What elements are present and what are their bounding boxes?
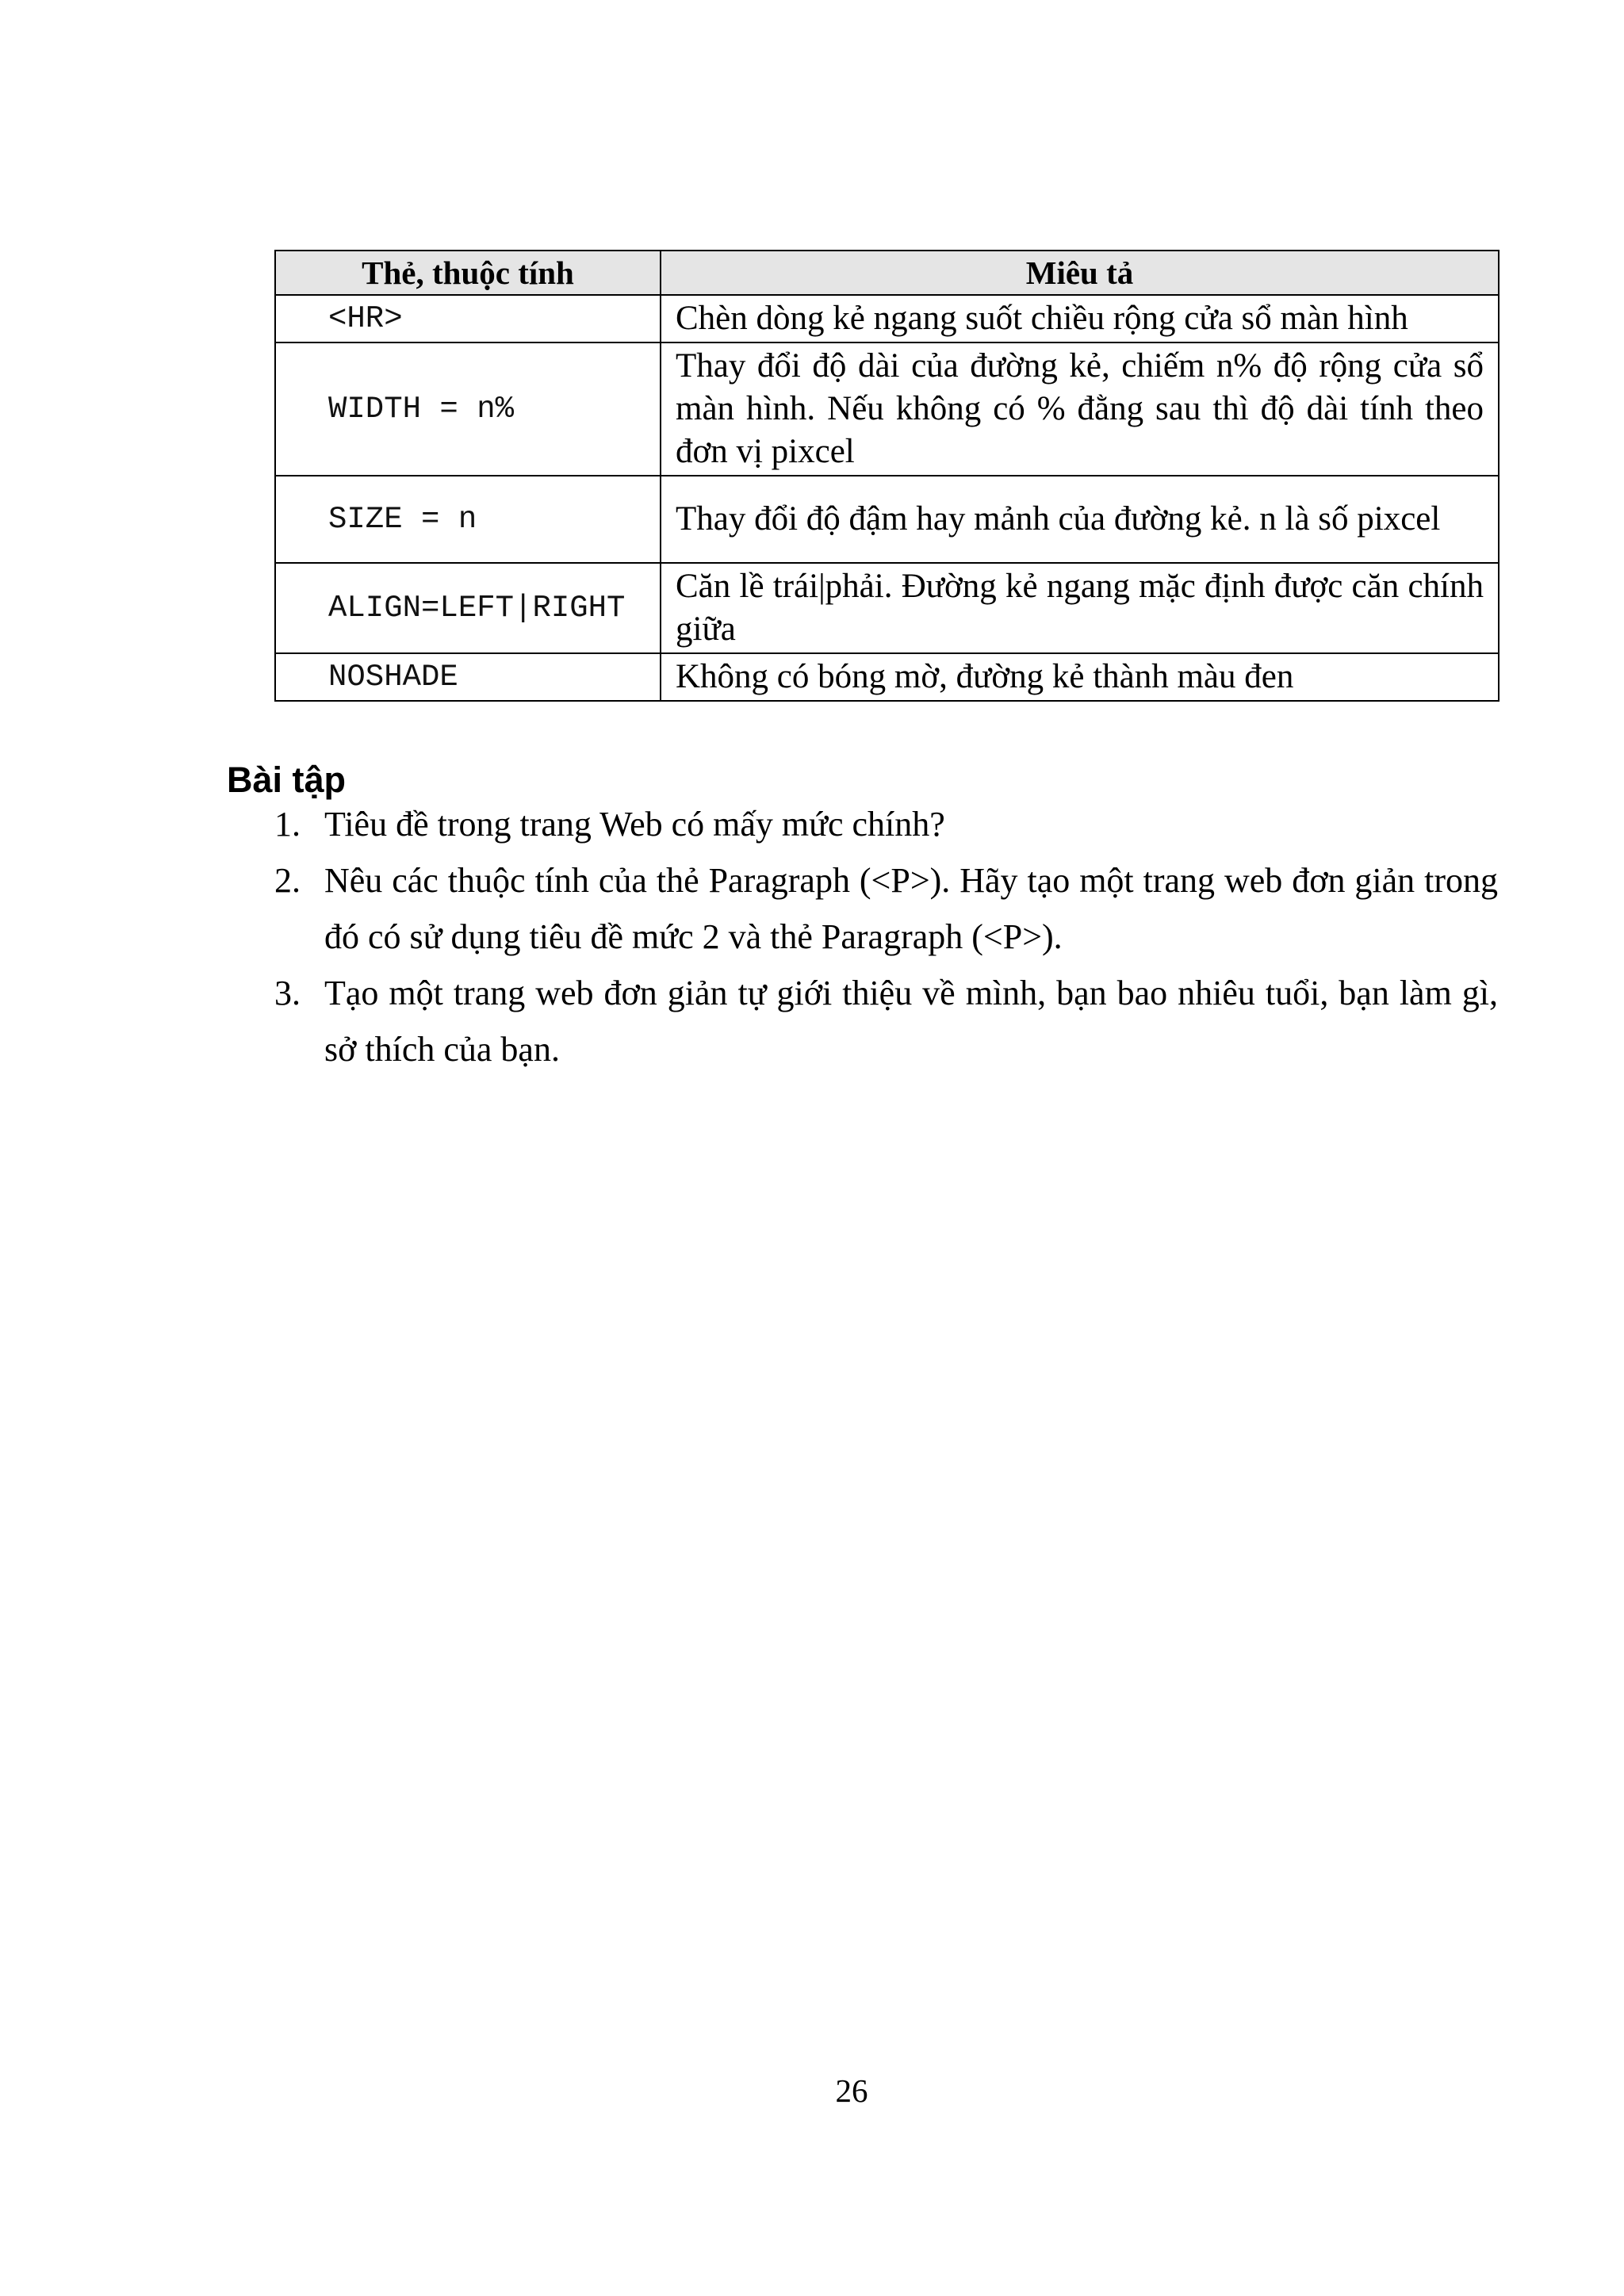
list-item (274, 965, 1498, 1077)
table-header-row (275, 251, 1499, 295)
table-row (275, 476, 1499, 563)
description-cell: Thay đổi độ đậm hay mảnh của đường kẻ. n là số pixcel (661, 476, 1499, 563)
list-item-text: Nêu các thuộc tính của thẻ Paragraph (<P>). Hãy tạo một trang web đơn giản trong đó có sử dụng tiêu đề mức 2 và thẻ Paragraph (<P>). (324, 861, 1498, 956)
description-cell: Chèn dòng kẻ ngang suốt chiều rộng cửa sổ màn hình (661, 295, 1499, 342)
attribute-table (274, 250, 1500, 702)
list-item-text: Tiêu đề trong trang Web có mấy mức chính? (324, 805, 945, 844)
description-cell: Thay đổi độ dài của đường kẻ, chiếm n% độ rộng cửa sổ màn hình. Nếu không có % đằng sau thì độ dài tính theo đơn vị pixcel (661, 342, 1499, 476)
table-row (275, 653, 1499, 701)
description-cell: Không có bóng mờ, đường kẻ thành màu đen (661, 653, 1499, 701)
column-header-description: Miêu tả (661, 251, 1499, 295)
exercise-list (274, 796, 1498, 1077)
column-header-tag: Thẻ, thuộc tính (275, 251, 661, 295)
tag-cell: NOSHADE (275, 653, 661, 701)
description-cell: Căn lề trái|phải. Đường kẻ ngang mặc định được căn chính giữa (661, 563, 1499, 653)
exercises-title: Bài tập (227, 760, 347, 800)
tag-cell: ALIGN=LEFT|RIGHT (275, 563, 661, 653)
list-item-text: Tạo một trang web đơn giản tự giới thiệu về mình, bạn bao nhiêu tuổi, bạn làm gì, sở thích của bạn. (324, 974, 1498, 1069)
list-item-number: 2. (274, 861, 301, 900)
list-item (274, 796, 1498, 852)
page-number: 26 (835, 2072, 868, 2109)
list-item (274, 852, 1498, 965)
tag-cell: WIDTH = n% (275, 342, 661, 476)
table-row (275, 563, 1499, 653)
tag-cell: <HR> (275, 295, 661, 342)
table-row (275, 342, 1499, 476)
tag-cell: SIZE = n (275, 476, 661, 563)
list-item-number: 3. (274, 974, 301, 1012)
list-item-number: 1. (274, 805, 301, 844)
table-row (275, 295, 1499, 342)
